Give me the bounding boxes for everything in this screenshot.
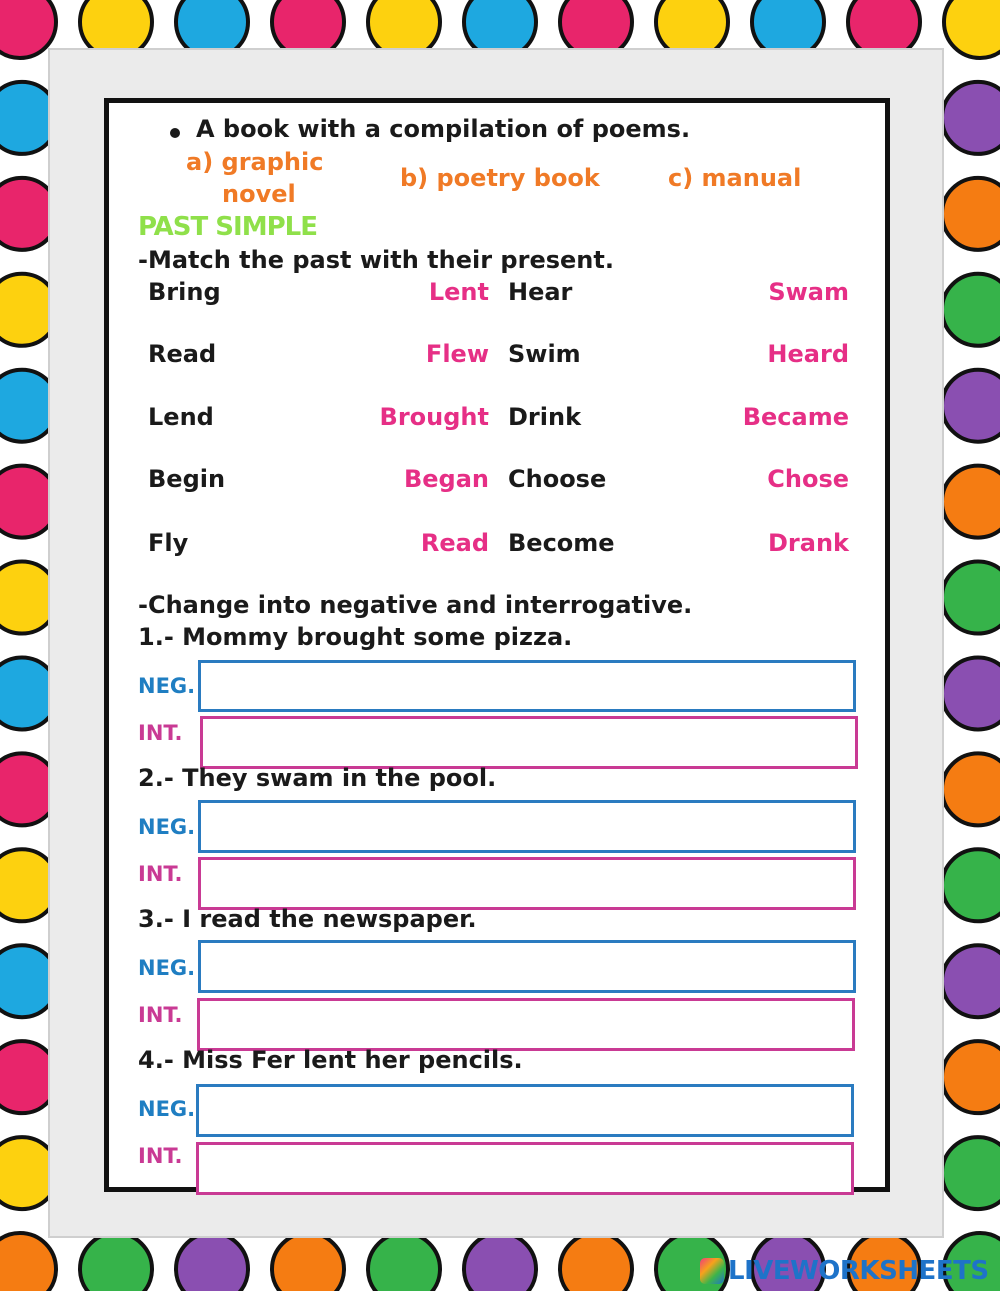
border-dot [942,657,1000,729]
match-right-present[interactable]: Swim [508,340,581,368]
sentence-4: 4.- Miss Fer lent her pencils. [138,1046,523,1074]
int-answer-input-4[interactable] [196,1142,854,1195]
neg-label: NEG. [138,815,196,839]
question-text: A book with a compilation of poems. [196,115,691,143]
border-dot [942,562,1000,634]
match-left-present[interactable]: Read [148,340,217,368]
neg-label: NEG. [138,956,196,980]
border-dot [942,849,1000,921]
border-dot [942,466,1000,538]
border-dot [272,1233,344,1291]
int-answer-input-2[interactable] [198,857,856,910]
watermark-text: LIVEWORKSHEETS [728,1256,989,1286]
option-a-line1[interactable]: a) graphic [186,148,324,176]
match-right-past[interactable]: Drank [768,529,849,557]
match-left-present[interactable]: Fly [148,529,189,557]
border-dot [942,178,1000,250]
border-dot [944,0,1000,58]
neg-answer-input-1[interactable] [198,660,856,712]
int-label: INT. [138,1003,183,1027]
match-right-past[interactable]: Heard [767,340,849,368]
border-dot [464,1233,536,1291]
sentence-1: 1.- Mommy brought some pizza. [138,623,573,651]
border-dot [368,1233,440,1291]
border-dot [942,1041,1000,1113]
int-answer-input-1[interactable] [200,716,858,769]
match-instruction: -Match the past with their present. [138,246,614,274]
match-left-past[interactable]: Lent [428,278,489,306]
border-dot [0,1233,56,1291]
bullet-icon [170,128,180,138]
border-dot [942,1137,1000,1209]
match-right-present[interactable]: Become [508,529,615,557]
match-left-present[interactable]: Begin [148,465,226,493]
border-dot [942,945,1000,1017]
match-right-past[interactable]: Became [742,403,849,431]
match-right-present[interactable]: Drink [508,403,582,431]
border-dot [942,274,1000,346]
option-a-line2[interactable]: novel [222,180,296,208]
match-left-present[interactable]: Bring [148,278,221,306]
section-title: PAST SIMPLE [138,212,317,242]
change-instruction: -Change into negative and interrogative. [138,591,693,619]
border-dot [942,370,1000,442]
match-right-past[interactable]: Chose [767,465,849,493]
liveworksheets-logo-icon [700,1258,724,1284]
border-dot [80,1233,152,1291]
match-left-past[interactable]: Brought [379,403,489,431]
sentence-2: 2.- They swam in the pool. [138,764,497,792]
match-left-past[interactable]: Read [420,529,489,557]
int-answer-input-3[interactable] [197,998,855,1051]
int-label: INT. [138,862,183,886]
match-left-present[interactable]: Lend [148,403,214,431]
neg-label: NEG. [138,674,196,698]
match-left-past[interactable]: Flew [425,340,489,368]
border-dot [560,1233,632,1291]
option-c[interactable]: c) manual [668,164,802,192]
match-right-present[interactable]: Choose [508,465,607,493]
match-right-present[interactable]: Hear [508,278,573,306]
neg-answer-input-2[interactable] [198,800,856,853]
neg-label: NEG. [138,1097,196,1121]
border-dot [942,753,1000,825]
match-right-past[interactable]: Swam [768,278,849,306]
neg-answer-input-4[interactable] [196,1084,854,1137]
watermark [700,1254,989,1288]
border-dot [176,1233,248,1291]
neg-answer-input-3[interactable] [198,940,856,993]
int-label: INT. [138,721,183,745]
border-dot [942,82,1000,154]
sentence-3: 3.- I read the newspaper. [138,905,477,933]
int-label: INT. [138,1144,183,1168]
option-b[interactable]: b) poetry book [400,164,600,192]
match-left-past[interactable]: Began [403,465,489,493]
